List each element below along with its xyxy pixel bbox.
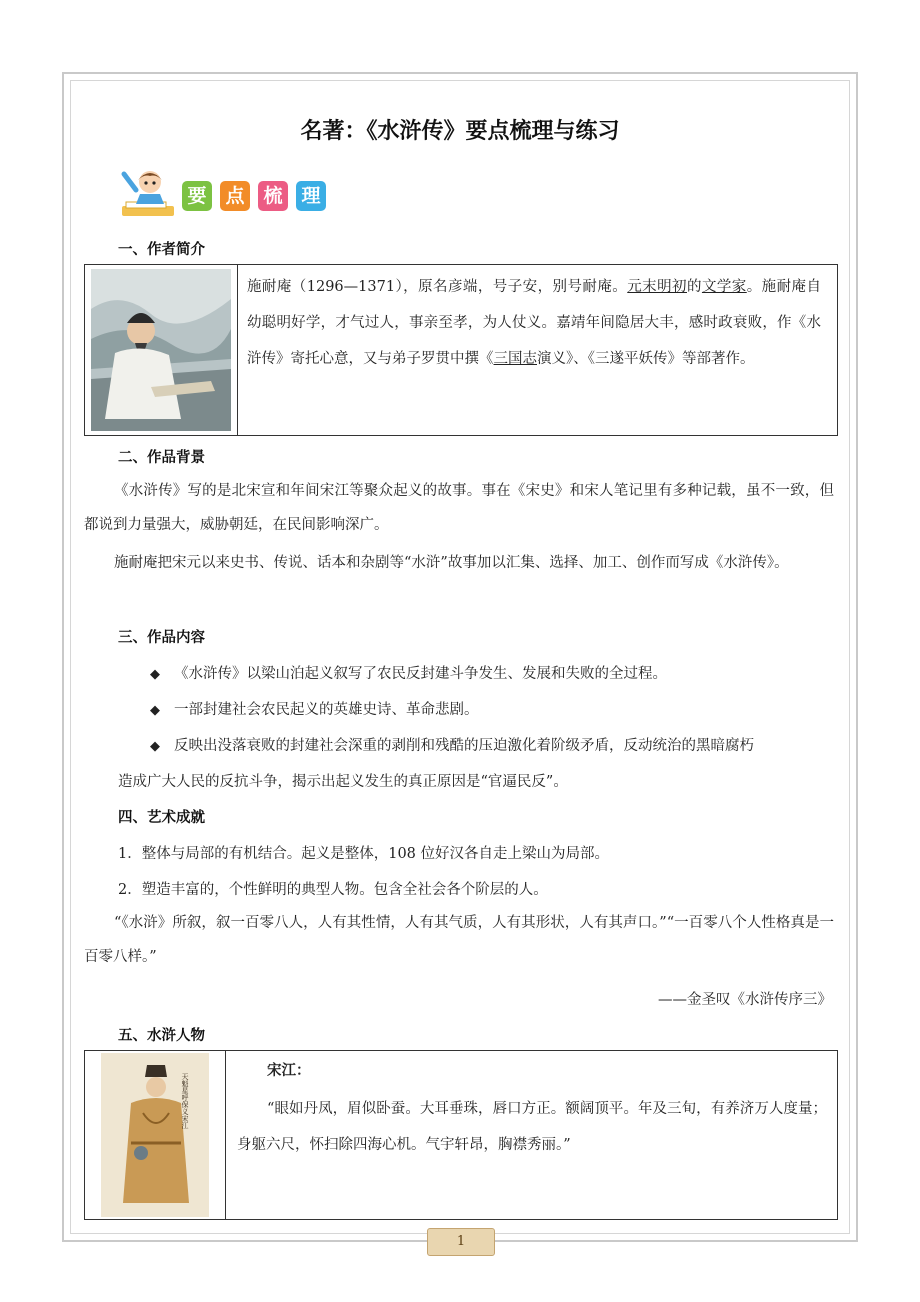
character-description: “眼如丹凤，眉似卧蚕。大耳垂珠，唇口方正。额阔顶平。年及三旬，有养济万人度量；身躯六尺，怀扫除四海心机。气宇轩昂，胸襟秀丽。” (237, 1101, 827, 1153)
link-yuan-ming[interactable]: 元末明初 (627, 279, 687, 295)
author-intro: 施耐庵（1296—1371），原名彦端，号子安，别号耐庵。元末明初的文学家。施耐庵自幼聪明好学，才气过人，事亲至孝，为人仗义。嘉靖年间隐居大丰，感时政衰败，作《水浒传》寄托心意，又与弟子罗贯中撰《三国志演义》、《三遂平妖传》等部著作。 (247, 279, 821, 367)
link-sanguozhi[interactable]: 三国志 (493, 351, 537, 367)
character-box (84, 1050, 838, 1220)
author-portrait-image (91, 269, 231, 431)
background-para-1: 《水浒传》写的是北宋宣和年间宋江等聚众起义的故事。事在《宋史》和宋人笔记里有多种记载，虽不一致，但都说到力量强大，威胁朝廷，在民间影响深广。 (84, 483, 834, 533)
art-quote: “《水浒》所叙，叙一百零八人，人有其性情，人有其气质，人有其形状，人有其声口。”“一百零八个人性格真是一百零八样。” (84, 915, 834, 965)
section-heading-background: 二、作品背景 (118, 450, 205, 466)
page-title: 名著：《水浒传》要点梳理与练习 (300, 119, 620, 144)
art-item-2: 2．塑造丰富的，个性鲜明的典型人物。包含全社会各个阶层的人。 (118, 882, 548, 898)
svg-text:天魁星呼保义宋江: 天魁星呼保义宋江 (181, 1073, 189, 1129)
character-name: 宋江： (267, 1063, 311, 1079)
link-wenxuejia[interactable]: 文学家 (701, 279, 747, 295)
art-item-1: 1．整体与局部的有机结合。起义是整体，108 位好汉各自走上梁山为局部。 (118, 846, 610, 862)
song-jiang-portrait-image (101, 1053, 209, 1217)
content-bullet-3: ◆ 反映出没落衰败的封建社会深重的剥削和残酷的压迫激化着阶级矛盾，反动统治的黑暗腐朽 (150, 738, 754, 754)
content-bullet-2: ◆ 一部封建社会农民起义的英雄史诗、革命悲剧。 (150, 702, 479, 718)
section-heading-characters: 五、水浒人物 (118, 1028, 205, 1044)
quote-source: ——金圣叹《水浒传序三》 (658, 992, 832, 1008)
page-number: 1 (427, 1228, 495, 1256)
section-heading-author: 一、作者简介 (118, 242, 205, 258)
background-para-2: 施耐庵把宋元以来史书、传说、话本和杂剧等“水浒”故事加以汇集、选择、加工、创作而写成《水浒传》。 (114, 555, 789, 571)
author-box (84, 264, 838, 436)
section-heading-art: 四、艺术成就 (118, 810, 205, 826)
content-bullet-3-continued: 造成广大人民的反抗斗争，揭示出起义发生的真正原因是“官逼民反”。 (118, 774, 568, 790)
banner-char-4: 理 (296, 181, 326, 211)
student-reading-icon (116, 168, 180, 220)
banner-char-2: 点 (220, 181, 250, 211)
content-bullet-1: ◆ 《水浒传》以梁山泊起义叙写了农民反封建斗争发生、发展和失败的全过程。 (150, 666, 667, 682)
section-heading-content: 三、作品内容 (118, 630, 205, 646)
banner-char-3: 梳 (258, 181, 288, 211)
banner-char-1: 要 (182, 181, 212, 211)
